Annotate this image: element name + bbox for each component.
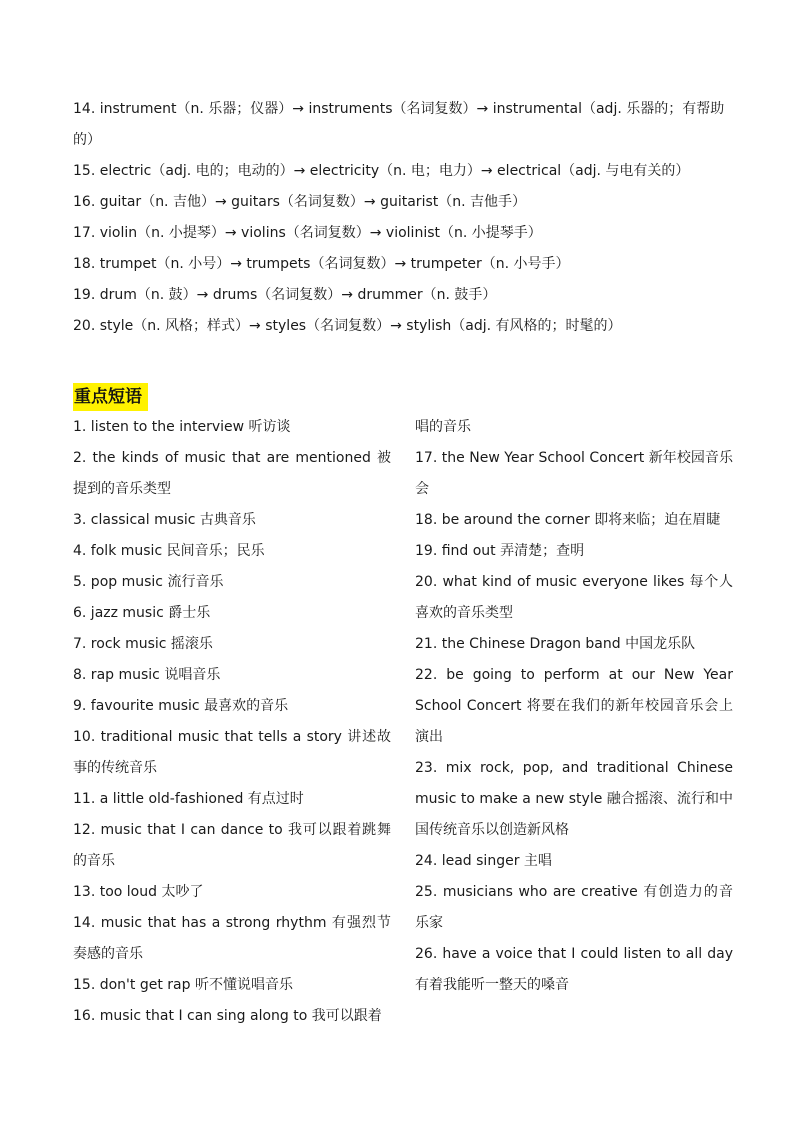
vocab-item: 20. style（n. 风格；样式）→ styles（名词复数）→ stylish（adj. 有风格的；时髦的） <box>73 318 622 334</box>
phrase-item: 4. folk music 民间音乐；民乐 <box>73 543 265 559</box>
section-heading: 重点短语 <box>73 383 148 411</box>
phrase-item: 23. mix rock, pop, and traditional Chinese music to make a new style 融合摇滚、流行和中国传统音乐以创造新风格 <box>415 760 733 838</box>
phrase-item: 唱的音乐 <box>415 419 471 435</box>
phrase-item: 21. the Chinese Dragon band 中国龙乐队 <box>415 636 696 652</box>
vocabulary-list <box>73 94 733 342</box>
vocab-item: 15. electric（adj. 电的；电动的）→ electricity（n. 电；电力）→ electrical（adj. 与电有关的） <box>73 163 690 179</box>
phrase-item: 5. pop music 流行音乐 <box>73 574 224 590</box>
phrase-item: 24. lead singer 主唱 <box>415 853 552 869</box>
phrase-item: 19. find out 弄清楚；查明 <box>415 543 585 559</box>
phrase-column-left <box>73 412 391 1032</box>
phrase-item: 22. be going to perform at our New Year School Concert 将要在我们的新年校园音乐会上演出 <box>415 667 733 745</box>
phrase-item: 16. music that I can sing along to 我可以跟着 <box>73 1008 382 1024</box>
phrase-item: 6. jazz music 爵士乐 <box>73 605 211 621</box>
phrase-item: 13. too loud 太吵了 <box>73 884 204 900</box>
phrase-item: 15. don't get rap 听不懂说唱音乐 <box>73 977 293 993</box>
phrase-item: 10. traditional music that tells a story 讲述故事的传统音乐 <box>73 729 391 776</box>
vocab-item: 14. instrument（n. 乐器；仪器）→ instruments（名词复数）→ instrumental（adj. 乐器的；有帮助的） <box>73 101 725 148</box>
phrase-column-right <box>415 412 733 1001</box>
phrase-item: 8. rap music 说唱音乐 <box>73 667 221 683</box>
vocab-item: 17. violin（n. 小提琴）→ violins（名词复数）→ violinist（n. 小提琴手） <box>73 225 542 241</box>
phrase-item: 2. the kinds of music that are mentioned 被提到的音乐类型 <box>73 450 391 497</box>
phrase-item: 25. musicians who are creative 有创造力的音乐家 <box>415 884 733 931</box>
phrase-item: 7. rock music 摇滚乐 <box>73 636 213 652</box>
phrase-item: 18. be around the corner 即将来临；迫在眉睫 <box>415 512 721 528</box>
phrase-item: 20. what kind of music everyone likes 每个人喜欢的音乐类型 <box>415 574 733 621</box>
phrase-item: 9. favourite music 最喜欢的音乐 <box>73 698 289 714</box>
vocab-item: 16. guitar（n. 吉他）→ guitars（名词复数）→ guitarist（n. 吉他手） <box>73 194 527 210</box>
phrase-item: 12. music that I can dance to 我可以跟着跳舞的音乐 <box>73 822 391 869</box>
phrase-item: 3. classical music 古典音乐 <box>73 512 256 528</box>
vocab-item: 18. trumpet（n. 小号）→ trumpets（名词复数）→ trumpeter（n. 小号手） <box>73 256 570 272</box>
phrase-item: 11. a little old-fashioned 有点过时 <box>73 791 304 807</box>
vocab-item: 19. drum（n. 鼓）→ drums（名词复数）→ drummer（n. 鼓手） <box>73 287 497 303</box>
phrase-item: 17. the New Year School Concert 新年校园音乐会 <box>415 450 733 497</box>
phrase-item: 14. music that has a strong rhythm 有强烈节奏感的音乐 <box>73 915 391 962</box>
phrase-item: 1. listen to the interview 听访谈 <box>73 419 291 435</box>
phrase-item: 26. have a voice that I could listen to all day 有着我能听一整天的嗓音 <box>415 946 733 993</box>
